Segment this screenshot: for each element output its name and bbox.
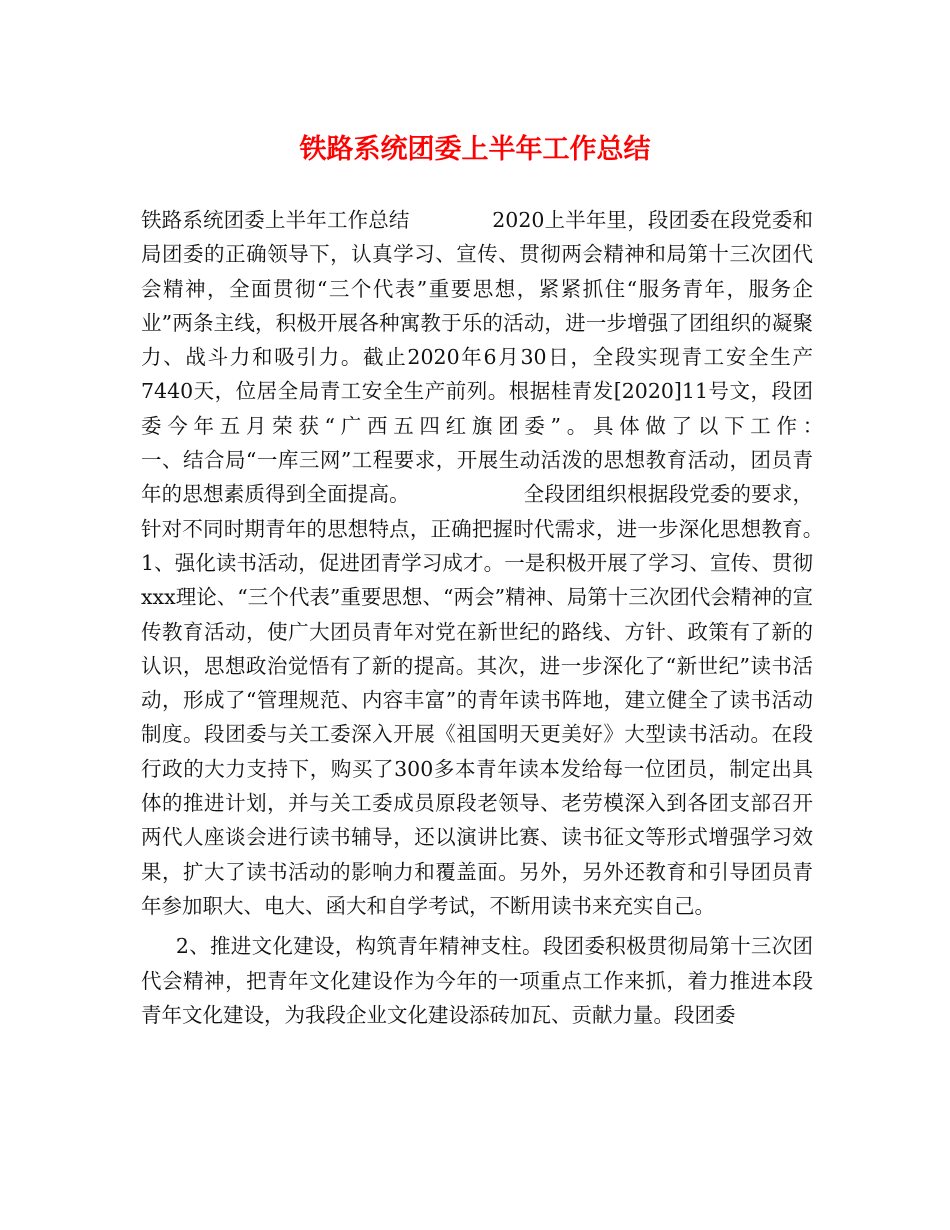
document-title: 铁路系统团委上半年工作总结 <box>299 134 651 165</box>
document-body <box>141 203 936 1032</box>
body-paragraph: 2、推进文化建设，构筑青年精神支柱。段团委积极贯彻局第十三次团代会精神，把青年文化建设作为今年的一项重点工作来抓，着力推进本段青年文化建设，为我段企业文化建设添砖加瓦、贡献力量。段团委 <box>141 934 813 1027</box>
body-paragraph: 铁路系统团委上半年工作总结 2020上半年里，段团委在段党委和局团委的正确领导下，认真学习、宣传、贯彻两会精神和局第十三次团代会精神，全面贯彻“三个代表”重要思想，紧紧抓住“服务青年，服务企业”两条主线，积极开展各种寓教于乐的活动，进一步增强了团组织的凝聚力、战斗力和吸引力。截止2020年6月30日，全段实现青工安全生产7440天，位居全局青工安全生产前列。根据桂青发[2020]11号文，段团委今年五月荣获“广西五四红旗团委”。具体做了以下工作： 一、结合局“一库三网”工程要求，开展生动活泼的思想教育活动，团员青年的思想素质得到全面提高。 全段团组织根据段党委的要求，针对不同时期青年的思想特点，正确把握时代需求，进一步深化思想教育。 1、强化读书活动，促进团青学习成才。一是积极开展了学习、宣传、贯彻xxx理论、“三个代表”重要思想、“两会”精神、局第十三次团代会精神的宣传教育活动，使广大团员青年对党在新世纪的路线、方针、政策有了新的认识，思想政治觉悟有了新的提高。其次，进一步深化了“新世纪”读书活动，形成了“管理规范、内容丰富”的青年读书阵地，建立健全了读书活动制度。段团委与关工委深入开展《祖国明天更美好》大型读书活动。在段行政的大力支持下，购买了300多本青年读本发给每一位团员，制定出具体的推进计划，并与关工委成员原段老领导、老劳模深入到各团支部召开两代人座谈会进行读书辅导，还以演讲比赛、读书征文等形式增强学习效果，扩大了读书活动的影响力和覆盖面。另外，另外还教育和引导团员青年参加职大、电大、函大和自学考试，不断用读书来充实自己。 <box>141 208 936 918</box>
